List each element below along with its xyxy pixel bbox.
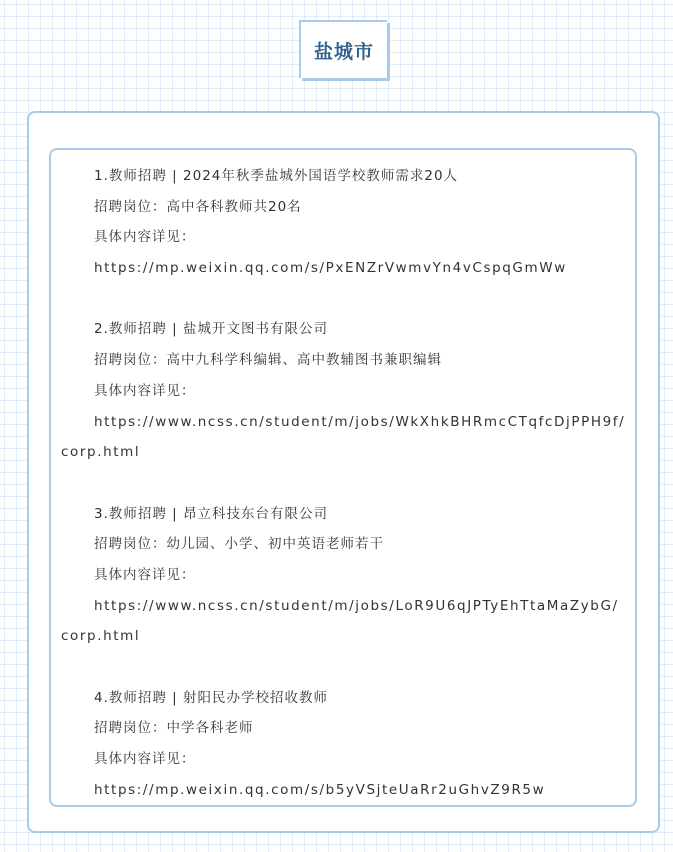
job-list [61,161,627,806]
section-title-box [299,20,387,78]
job-url[interactable]: https://mp.weixin.qq.com/s/PxENZrVwmvYn4vCspqGmWw [94,260,567,277]
job-heading: 3.教师招聘 | 昂立科技东台有限公司 [94,505,329,522]
job-positions: 招聘岗位：高中九科学科编辑、高中教辅图书兼职编辑 [94,352,442,369]
job-positions: 招聘岗位：中学各科老师 [94,720,254,737]
job-heading: 2.教师招聘 | 盐城开文图书有限公司 [94,321,329,338]
page-title: 盐城市 [313,40,374,63]
spacer [61,284,627,315]
job-details-label: 具体内容详见： [94,566,196,583]
job-details-label: 具体内容详见： [94,382,196,399]
job-item-4 [61,683,627,806]
job-url[interactable]: https://www.ncss.cn/student/m/jobs/LoR9U6qJPTyEhTtaMaZybG/corp.html [61,597,619,645]
job-url[interactable]: https://www.ncss.cn/student/m/jobs/WkXhkBHRmcCTqfcDjPPH9f/corp.html [61,413,626,461]
spacer [61,468,627,499]
spacer [61,652,627,683]
job-item-3 [61,499,627,652]
job-details-label: 具体内容详见： [94,751,196,768]
job-url[interactable]: https://mp.weixin.qq.com/s/b5yVSjteUaRr2uGhvZ9R5w [94,781,546,798]
job-positions: 招聘岗位：高中各科教师共20名 [94,198,302,215]
job-item-2 [61,314,627,467]
job-heading: 1.教师招聘 | 2024年秋季盐城外国语学校教师需求20人 [94,168,459,184]
job-list-card [49,148,637,807]
job-heading: 4.教师招聘 | 射阳民办学校招收教师 [94,689,329,706]
job-item-1 [61,161,627,284]
job-details-label: 具体内容详见： [94,229,196,246]
job-positions: 招聘岗位：幼儿园、小学、初中英语老师若干 [94,536,384,553]
